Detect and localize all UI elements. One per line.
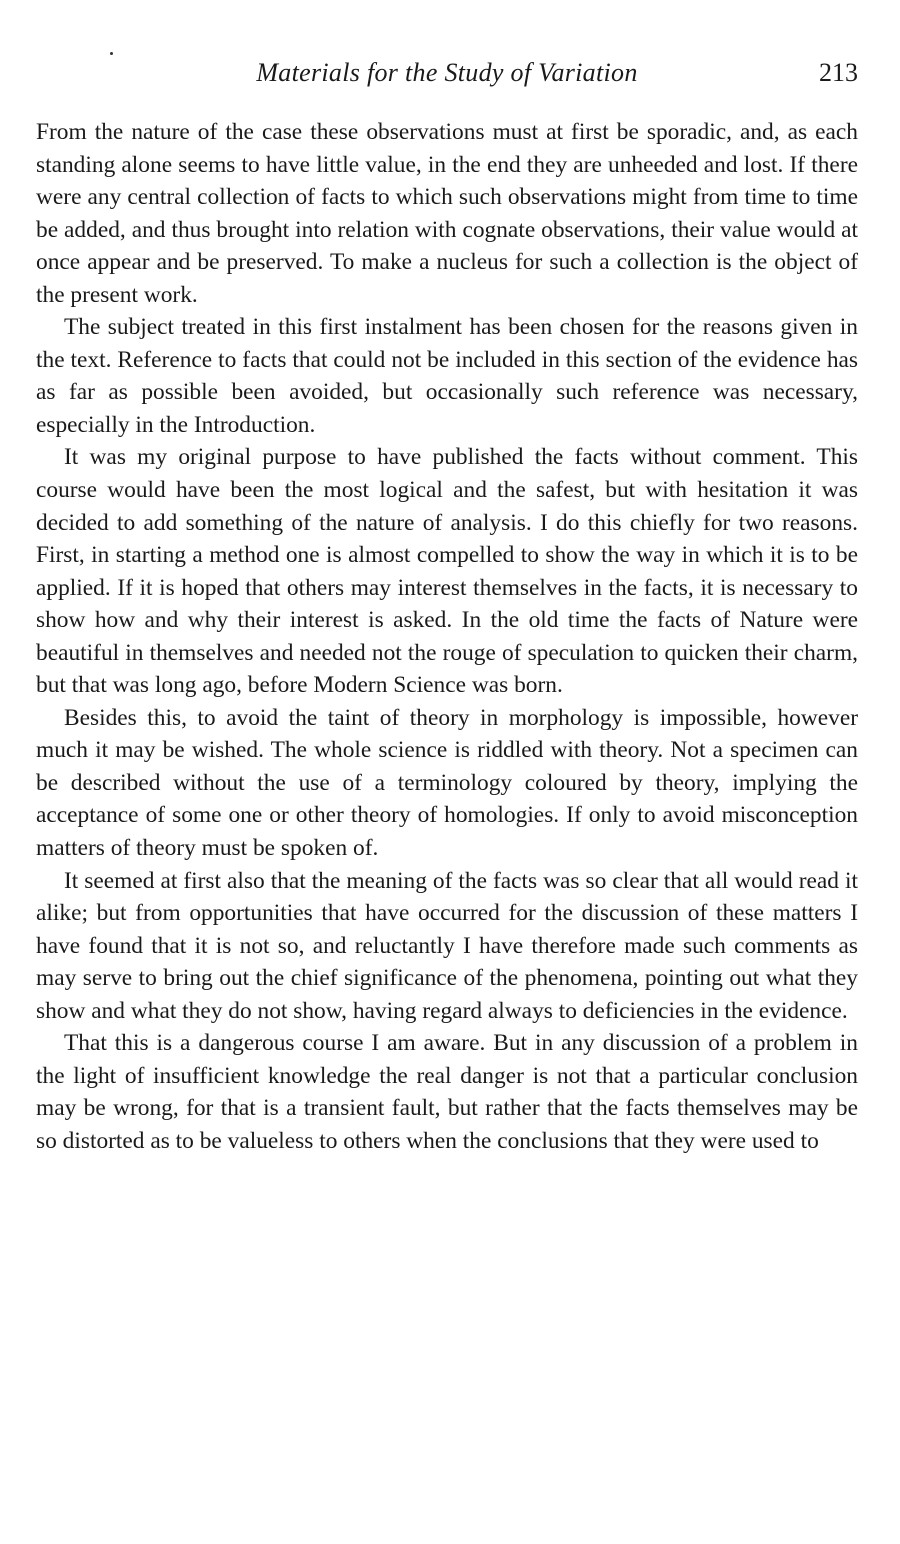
- body-text: [36, 116, 858, 1158]
- paragraph-5: It seemed at first also that the meaning of the facts was so clear that all would read it alike; but from opportunities that have occurred for the discussion of these matters I have found that it is not so, and reluctantly I have therefore made such comments as may serve to bring out the chief significance of the phenomena, pointing out what they show and what they do not show, having regard always to deficiencies in the evidence.: [36, 867, 858, 1024]
- paragraph-1: From the nature of the case these observations must at first be sporadic, and, as each standing alone seems to have little value, in the end they are unheeded and lost. If there were any central collection of facts to which such observations might from time to time be added, and thus brought into relation with cognate observations, their value would at once appear and be preserved. To make a nucleus for such a collection is the object of the present work.: [36, 119, 858, 308]
- stray-ink-mark: [110, 52, 113, 55]
- paragraph-3: It was my original purpose to have published the facts without comment. This course would have been the most logical and the safest, but with hesitation it was decided to add something of the nature of analysis. I do this chiefly for two reasons. First, in starting a method one is almost compelled to show the way in which it is to be applied. If it is hoped that others may interest themselves in the facts, it is necessary to show how and why their interest is asked. In the old time the facts of Nature were beautiful in themselves and needed not the rouge of speculation to quicken their charm, but that was long ago, before Modern Science was born.: [36, 444, 858, 699]
- running-head: [36, 58, 858, 98]
- paragraph-2: The subject treated in this first instalment has been chosen for the reasons given in the text. Reference to facts that could not be included in this section of the evidence has as far as possible been avoided, but occasionally such reference was necessary, especially in the Introduction.: [36, 314, 858, 438]
- paragraph-6: That this is a dangerous course I am aware. But in any discussion of a problem in the light of insufficient knowledge the real danger is not that a particular conclusion may be wrong, for that is a transient fault, but rather that the facts themselves may be so distorted as to be valueless to others when the conclusions that they were used to: [36, 1030, 858, 1154]
- page-number: 213: [819, 58, 858, 87]
- paragraph-4: Besides this, to avoid the taint of theory in morphology is impossible, however much it may be wished. The whole science is riddled with theory. Not a specimen can be described without the use of a terminology coloured by theory, implying the acceptance of some one or other theory of homologies. If only to avoid misconception matters of theory must be spoken of.: [36, 704, 858, 862]
- running-title: Materials for the Study of Variation: [256, 58, 638, 87]
